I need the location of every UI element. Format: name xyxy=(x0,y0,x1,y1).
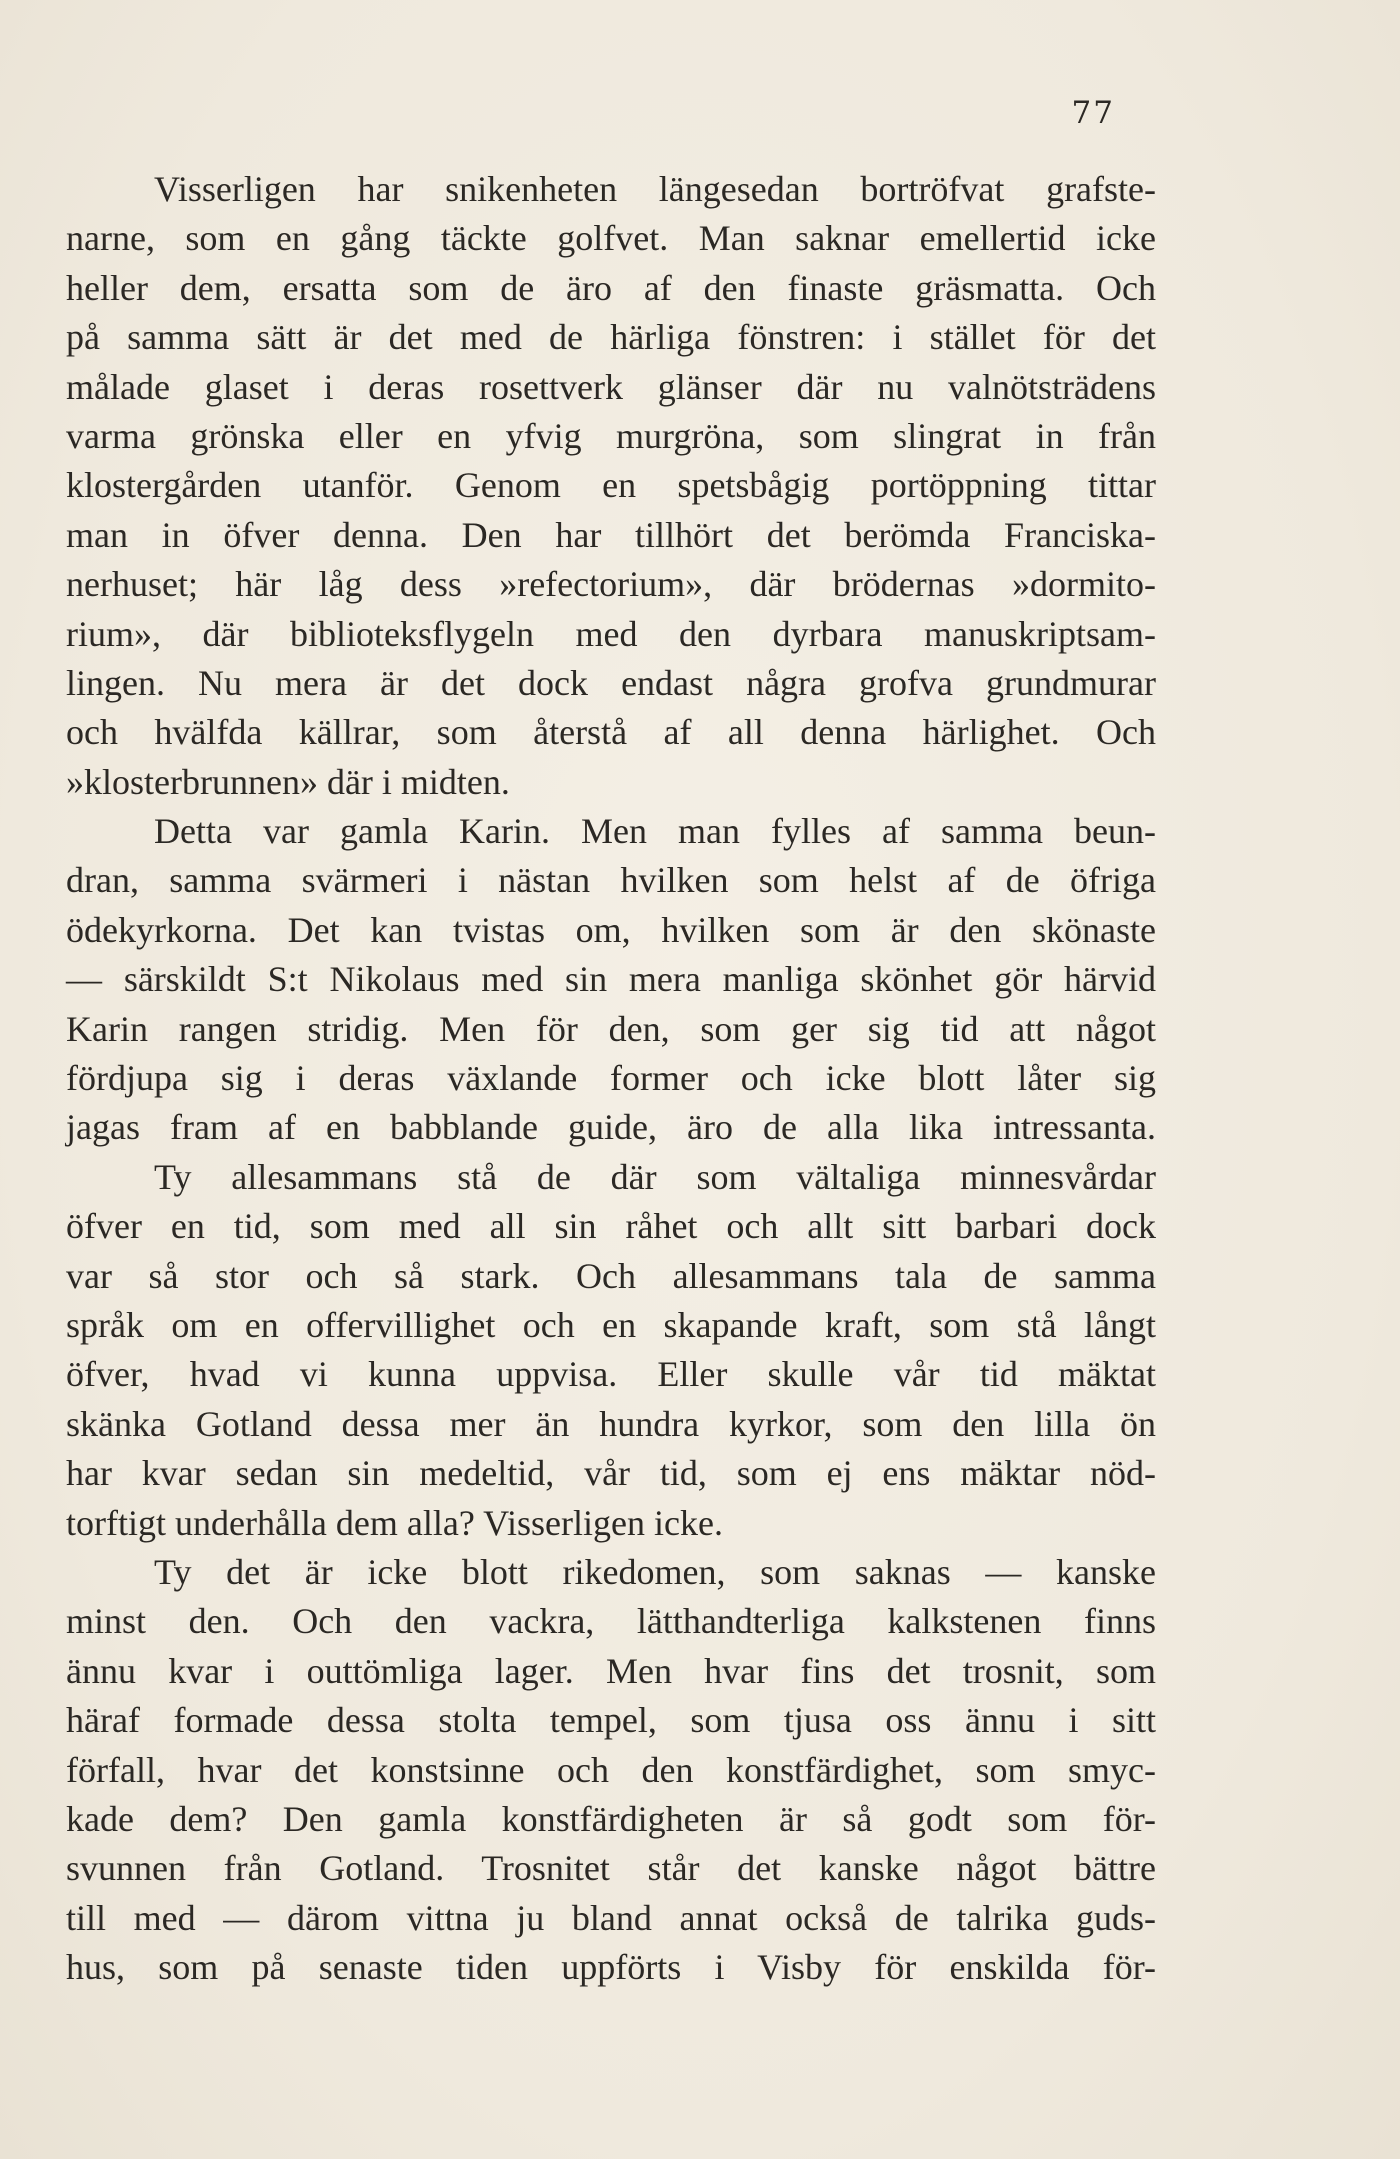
text-line: — särskildt S:t Nikolaus med sin mera manliga skönhet gör härvid xyxy=(66,959,1156,1000)
text-line: ännu kvar i outtömliga lager. Men hvar fins det trosnit, som xyxy=(66,1650,1156,1691)
body-text xyxy=(66,165,1156,1992)
text-line: Ty allesammans stå de där som vältaliga minnesvårdar xyxy=(154,1156,1156,1197)
text-line: nerhuset; här låg dess »refectorium», där brödernas »dormito- xyxy=(66,564,1156,605)
text-line: och hvälfda källrar, som återstå af all denna härlighet. Och xyxy=(66,712,1156,753)
text-line: varma grönska eller en yfvig murgröna, som slingrat in från xyxy=(66,415,1156,456)
text-line: målade glaset i deras rosettverk glänser där nu valnötsträdens xyxy=(66,366,1156,407)
text-line: Ty det är icke blott rikedomen, som saknas — kanske xyxy=(154,1551,1156,1592)
text-line: klostergården utanför. Genom en spetsbågig portöppning tittar xyxy=(66,465,1156,506)
text-line: var så stor och så stark. Och allesammans tala de samma xyxy=(66,1255,1156,1296)
text-line: skänka Gotland dessa mer än hundra kyrkor, som den lilla ön xyxy=(66,1403,1156,1444)
text-line: dran, samma svärmeri i nästan hvilken som helst af de öfriga xyxy=(66,860,1156,901)
text-line: heller dem, ersatta som de äro af den finaste gräsmatta. Och xyxy=(66,267,1156,308)
page-number: 77 xyxy=(1071,95,1115,131)
text-line: kade dem? Den gamla konstfärdigheten är så godt som för- xyxy=(66,1798,1156,1839)
text-line: jagas fram af en babblande guide, äro de alla lika intressanta. xyxy=(66,1107,1156,1148)
text-line: Detta var gamla Karin. Men man fylles af samma beun- xyxy=(154,811,1156,852)
text-line: ödekyrkorna. Det kan tvistas om, hvilken som är den skönaste xyxy=(66,909,1156,950)
text-line: förfall, hvar det konstsinne och den konstfärdighet, som smyc- xyxy=(66,1749,1156,1790)
text-line: »klosterbrunnen» där i midten. xyxy=(66,761,510,802)
text-line: fördjupa sig i deras växlande former och icke blott låter sig xyxy=(66,1058,1156,1099)
text-line: häraf formade dessa stolta tempel, som tjusa oss ännu i sitt xyxy=(66,1700,1156,1741)
text-line: svunnen från Gotland. Trosnitet står det kanske något bättre xyxy=(66,1848,1156,1889)
text-line: Visserligen har snikenheten längesedan bortröfvat grafste- xyxy=(154,169,1156,209)
text-line: öfver, hvad vi kunna uppvisa. Eller skulle vår tid mäktat xyxy=(66,1354,1156,1395)
text-line: språk om en offervillighet och en skapande kraft, som stå långt xyxy=(66,1304,1156,1345)
text-line: hus, som på senaste tiden uppförts i Visby för enskilda för- xyxy=(66,1947,1156,1988)
text-line: minst den. Och den vackra, lätthandterliga kalkstenen finns xyxy=(66,1601,1156,1642)
text-line: narne, som en gång täckte golfvet. Man saknar emellertid icke xyxy=(66,218,1156,259)
text-line: lingen. Nu mera är det dock endast några grofva grundmurar xyxy=(66,662,1156,703)
text-line: till med — därom vittna ju bland annat också de talrika guds- xyxy=(66,1897,1156,1938)
text-line: har kvar sedan sin medeltid, vår tid, som ej ens mäktar nöd- xyxy=(66,1453,1156,1494)
text-line: öfver en tid, som med all sin råhet och allt sitt barbari dock xyxy=(66,1206,1156,1247)
text-line: rium», där biblioteksflygeln med den dyrbara manuskriptsam- xyxy=(66,613,1156,654)
text-line: på samma sätt är det med de härliga fönstren: i stället för det xyxy=(66,317,1156,358)
text-line: torftigt underhålla dem alla? Visserligen icke. xyxy=(66,1502,723,1543)
text-line: Karin rangen stridig. Men för den, som ger sig tid att något xyxy=(66,1008,1156,1049)
text-line: man in öfver denna. Den har tillhört det berömda Franciska- xyxy=(66,514,1156,555)
